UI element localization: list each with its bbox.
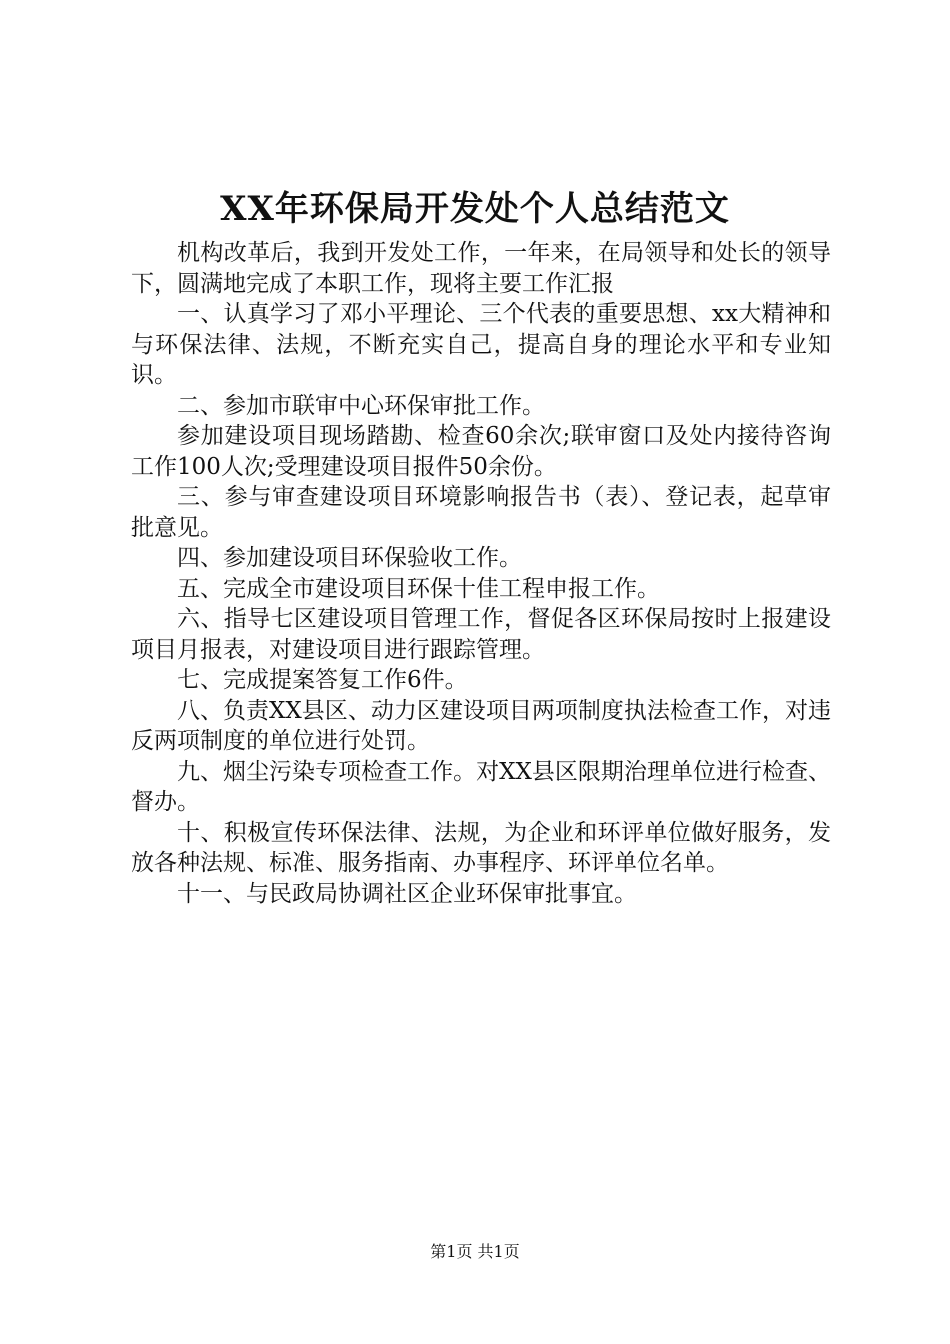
paragraph-item-6: 六、指导七区建设项目管理工作，督促各区环保局按时上报建设项目月报表，对建设项目进行跟踪管理。 [131, 606, 831, 663]
document-body [131, 238, 831, 909]
paragraph-item-9: 九、烟尘污染专项检查工作。对XX县区限期治理单位进行检查、督办。 [131, 758, 831, 815]
paragraph-item-10: 十、积极宣传环保法律、法规，为企业和环评单位做好服务，发放各种法规、标准、服务指南、办事程序、环评单位名单。 [131, 819, 831, 876]
paragraph-item-3: 三、参与审查建设项目环境影响报告书（表）、登记表，起草审批意见。 [131, 484, 831, 541]
document-title: XX年环保局开发处个人总结范文 [220, 189, 730, 229]
paragraph-item-4: 四、参加建设项目环保验收工作。 [177, 545, 522, 571]
paragraph-item-7: 七、完成提案答复工作6件。 [177, 667, 468, 693]
paragraph-item-5: 五、完成全市建设项目环保十佳工程申报工作。 [177, 575, 660, 602]
paragraph-item-2-detail: 参加建设项目现场踏勘、检查60余次;联审窗口及处内接待咨询工作100人次;受理建设项目报件50余份。 [131, 423, 831, 480]
paragraph-item-2: 二、参加市联审中心环保审批工作。 [177, 392, 545, 419]
paragraph-item-8: 八、负责XX县区、动力区建设项目两项制度执法检查工作，对违反两项制度的单位进行处罚。 [131, 697, 831, 754]
paragraph-item-11: 十一、与民政局协调社区企业环保审批事宜。 [177, 880, 637, 907]
paragraph-item-1: 一、认真学习了邓小平理论、三个代表的重要思想、xx大精神和与环保法律、法规，不断充实自己，提高自身的理论水平和专业知识。 [131, 301, 831, 388]
page-number: 第1页 共1页 [430, 1242, 520, 1261]
paragraph-intro: 机构改革后，我到开发处工作，一年来，在局领导和处长的领导下，圆满地完成了本职工作，现将主要工作汇报 [131, 240, 831, 297]
page-footer [0, 1241, 950, 1263]
